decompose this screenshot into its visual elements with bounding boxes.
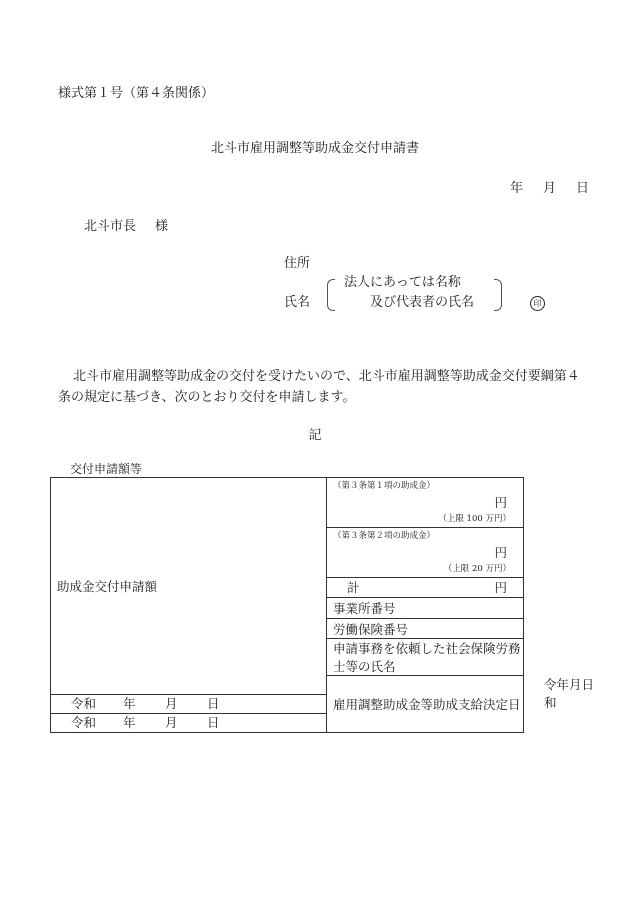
item2-cell [327,528,524,578]
month-label: 月 [165,696,178,711]
day-label: 日 [581,677,595,692]
item1-unit: 円 [494,495,507,510]
seal-icon: 印 [530,296,545,311]
name-label: 氏名 [284,295,311,310]
corporate-note-line2: 及び代表者の氏名 [370,295,475,310]
era-label: 令和 [71,715,97,730]
date-day-label: 日 [576,181,590,196]
left-bracket [327,279,335,311]
item1-header: （第３条第１項の助成金） [333,481,436,491]
year-label: 年 [556,677,570,692]
decision-date-3[interactable] [51,714,327,733]
item2-cap: （上限 20 万円） [443,564,511,574]
era-label: 令和 [71,696,97,711]
item2-unit: 円 [494,545,507,560]
day-label: 日 [207,696,220,711]
year-label: 年 [123,696,136,711]
item1-header-cell [327,478,524,528]
form-number: 様式第１号（第４条関係） [58,86,215,101]
amount-label: 助成金交付申請額 [57,579,158,594]
date-month-label: 月 [543,181,557,196]
office-number-label: 事業所番号 [327,598,524,619]
item2-header: （第３条第２項の助成金） [333,531,436,541]
grant-table [50,477,595,733]
address-label: 住所 [284,256,311,271]
era-label: 令和 [544,677,557,710]
total-cell [327,578,524,598]
month-label: 月 [569,677,582,692]
amount-label-cell [51,478,327,695]
decision-date-label: 雇用調整助成金等助成支給決定日 [327,676,524,733]
total-unit: 円 [494,580,507,595]
corporate-note-line1: 法人にあっては名称 [344,275,461,290]
body-text-line1: 北斗市雇用調整等助成金の交付を受けたいので、北斗市雇用調整等助成金交付要綱第４ [73,369,580,384]
agent-label: 申請事務を依頼した社会保険労務士等の氏名 [327,639,524,676]
decision-date-2[interactable] [51,695,327,714]
month-label: 月 [165,715,178,730]
section-label: 交付申請額等 [70,462,143,476]
ki-heading: 記 [308,428,322,443]
date-year-label: 年 [510,181,524,196]
seal-mark [530,291,545,311]
year-label: 年 [123,715,136,730]
table-row [51,478,524,528]
day-label: 日 [207,715,220,730]
right-bracket [494,279,502,311]
labor-insurance-label: 労働保険番号 [327,619,524,639]
addressee-name: 北斗市長 [84,219,137,234]
form-title: 北斗市雇用調整等助成金交付申請書 [210,141,419,156]
item1-cap: （上限 100 万円） [438,514,511,524]
addressee-honorific: 様 [155,219,169,234]
body-text-line2: 条の規定に基づき、次のとおり交付を申請します。 [58,390,356,405]
total-label: 計 [347,580,360,595]
